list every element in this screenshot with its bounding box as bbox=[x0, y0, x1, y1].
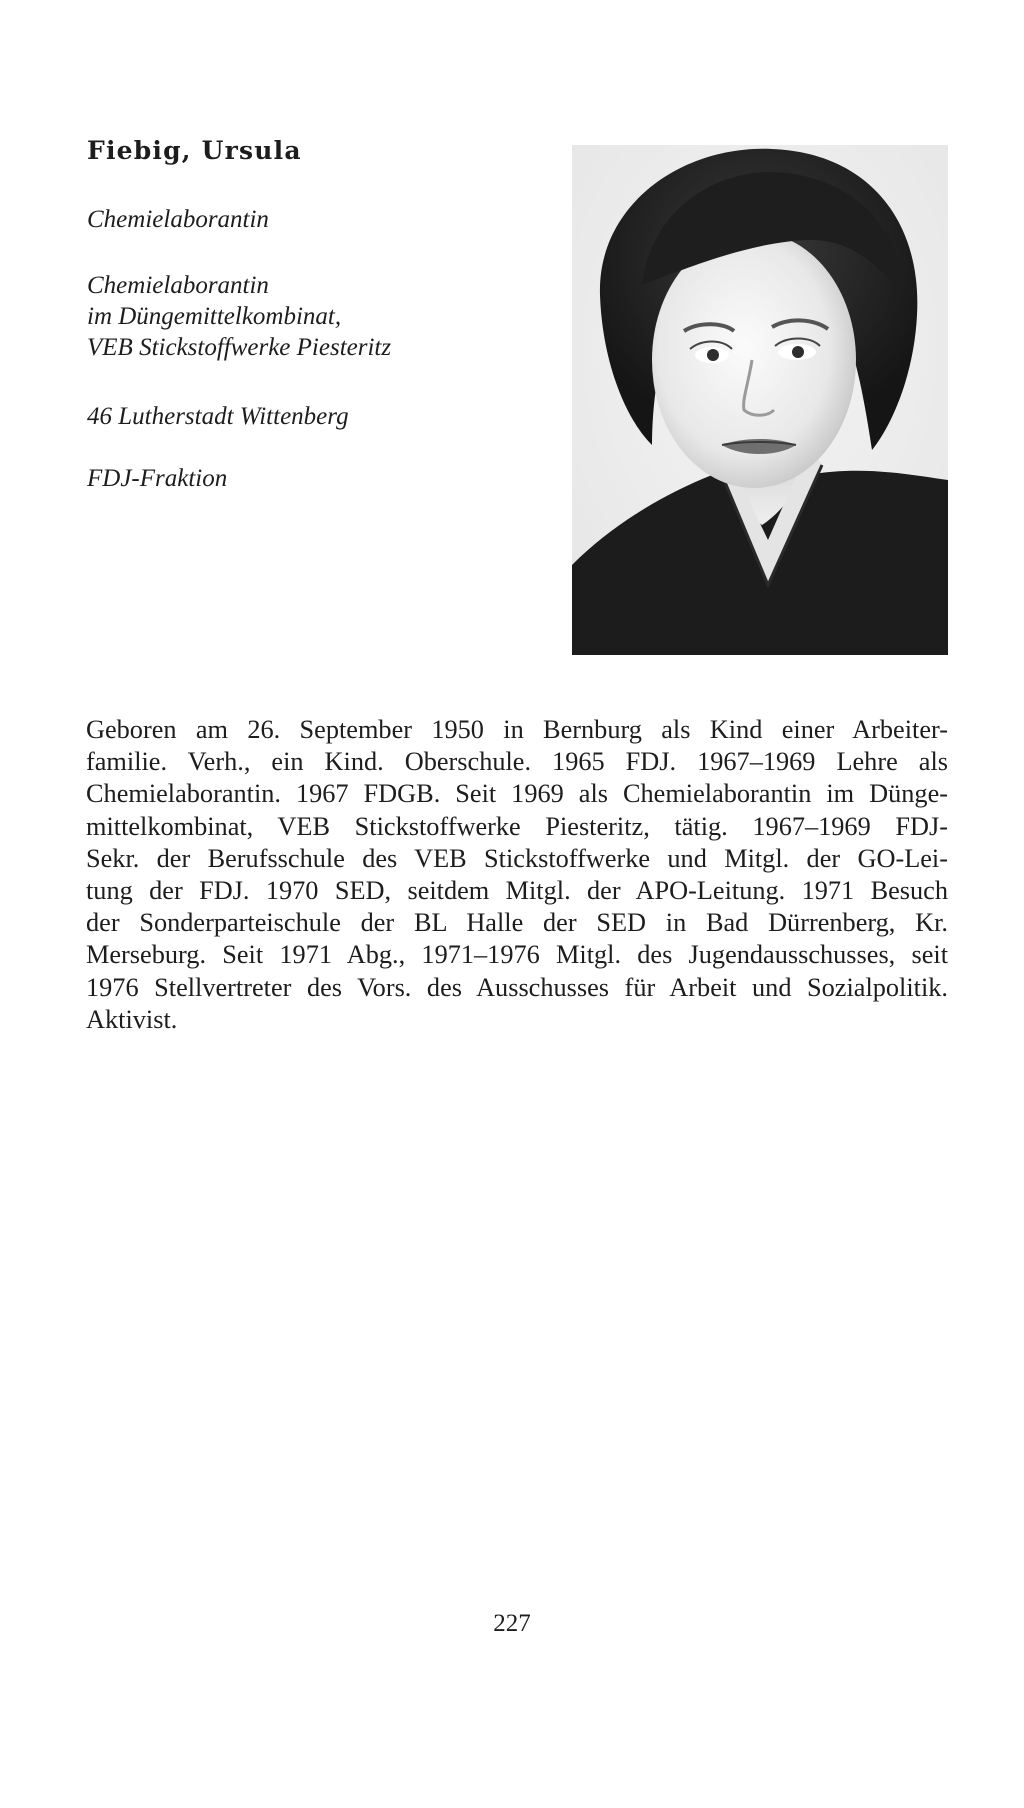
person-name: Fiebig, Ursula bbox=[87, 136, 302, 165]
workplace-line: im Düngemittelkombinat, bbox=[87, 303, 342, 330]
bio-line: Sekr. der Berufsschule des VEB Stickstoffwerke und Mitgl. der GO-Lei- bbox=[86, 843, 948, 873]
workplace-line: VEB Stickstoffwerke Piesteritz bbox=[87, 334, 392, 361]
portrait-photo bbox=[572, 145, 948, 655]
faction: FDJ-Fraktion bbox=[87, 465, 228, 492]
bio-line: Geboren am 26. September 1950 in Bernburg als Kind einer Arbeiter- bbox=[86, 715, 948, 744]
address: 46 Lutherstadt Wittenberg bbox=[87, 403, 349, 430]
bio-line: 1976 Stellvertreter des Vors. des Ausschusses für Arbeit und Sozialpolitik. bbox=[86, 972, 948, 1002]
bio-line: der Sonderparteischule der BL Halle der SED in Bad Dürrenberg, Kr. bbox=[86, 908, 948, 938]
bio-line: Merseburg. Seit 1971 Abg., 1971–1976 Mitgl. des Jugendausschusses, seit bbox=[86, 940, 948, 970]
workplace bbox=[87, 270, 391, 363]
bio-line: Chemielaborantin. 1967 FDGB. Seit 1969 als Chemielaborantin im Dünge- bbox=[86, 779, 948, 809]
page-number: 227 bbox=[493, 1610, 531, 1637]
profession: Chemielaborantin bbox=[87, 206, 269, 233]
bio-line: tung der FDJ. 1970 SED, seitdem Mitgl. der APO-Leitung. 1971 Besuch bbox=[86, 875, 948, 905]
workplace-line: Chemielaborantin bbox=[87, 272, 269, 299]
bio-line: familie. Verh., ein Kind. Oberschule. 1965 FDJ. 1967–1969 Lehre als bbox=[86, 747, 948, 777]
bio-line: Aktivist. bbox=[86, 1004, 178, 1034]
biography bbox=[86, 714, 948, 1036]
bio-line: mittelkombinat, VEB Stickstoffwerke Piesteritz, tätig. 1967–1969 FDJ- bbox=[86, 811, 948, 841]
